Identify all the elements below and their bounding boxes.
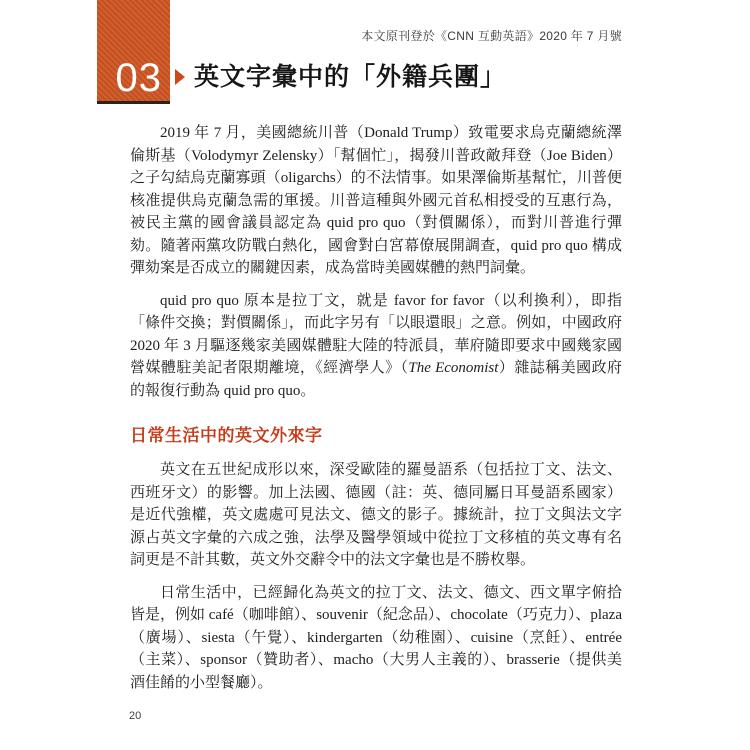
body-paragraph [130, 290, 622, 403]
body-paragraph [130, 459, 622, 572]
title-arrow-icon [175, 69, 185, 85]
italic-text-run: The Economist [408, 360, 499, 376]
header-note: 本文原刊登於《CNN 互動英語》2020 年 7 月號 [361, 29, 622, 43]
section-heading: 日常生活中的英文外來字 [130, 426, 323, 445]
article-body [130, 122, 622, 704]
text-run: 日常生活中，已經歸化為英文的拉丁文、法文、德文、西文單字俯拾皆是，例如 café（咖啡館）、souvenir（紀念品）、chocolate（巧克力）、plaza（廣場）、siesta（午覺）、kindergarten（幼稚園）、cuisine（烹飪）、entrée（主菜）、sponsor（贊助者）、macho（大男人主義的）、brasserie（提供美酒佳餚的小型餐廳）。 [130, 584, 622, 691]
page-number: 20 [129, 710, 142, 722]
chapter-title-row [175, 62, 506, 92]
text-run: ）雜誌稱美國政府的報復行動為 quid pro quo。 [130, 360, 622, 399]
chapter-number-badge [97, 0, 170, 104]
text-run: 英文在五世紀成形以來，深受歐陸的羅曼語系（包括拉丁文、法文、西班牙文）的影響。加上法國、德國（註：英、德同屬日耳曼語系國家）是近代強權，英文處處可見法文、德文的影子。據統計，拉丁文與法文字源占英文字彙的六成之強，法學及醫學領域中從拉丁文移植的英文專有名詞更是不計其數，英文外交辭令中的法文字彙也是不勝枚舉。 [130, 462, 622, 568]
text-run: quid pro quo 原本是拉丁文，就是 favor for favor（以利換利），即指「條件交換；對價關係」，而此字另有「以眼還眼」之意。例如，中國政府 2020 年 3 月驅逐幾家美國媒體駐大陸的特派員，華府隨即要求中國幾家國營媒體駐美記者限期離境，《經濟學人》（ [130, 292, 622, 376]
text-run: 2019 年 7 月，美國總統川普（Donald Trump）致電要求烏克蘭總統澤倫斯基（Volodymyr Zelensky）「幫個忙」，揭發川普政敵拜登（Joe Biden）之子勾結烏克蘭寡頭（oligarchs）的不法情事。如果澤倫斯基幫忙，川普便核准提供烏克蘭急需的軍援。川普這種與外國元首私相授受的互惠行為，被民主黨的國會議員認定為 quid pro quo（對價關係），而對川普進行彈劾。隨著兩黨攻防戰白熱化，國會對白宮幕僚展開調查，quid pro quo 構成彈劾案是否成立的關鍵因素，成為當時美國媒體的熱門詞彙。 [130, 125, 622, 276]
chapter-number: 03 [115, 56, 162, 100]
body-paragraph [130, 582, 622, 695]
body-paragraph [130, 122, 622, 280]
page-title: 英文字彙中的「外籍兵團」 [194, 63, 507, 91]
